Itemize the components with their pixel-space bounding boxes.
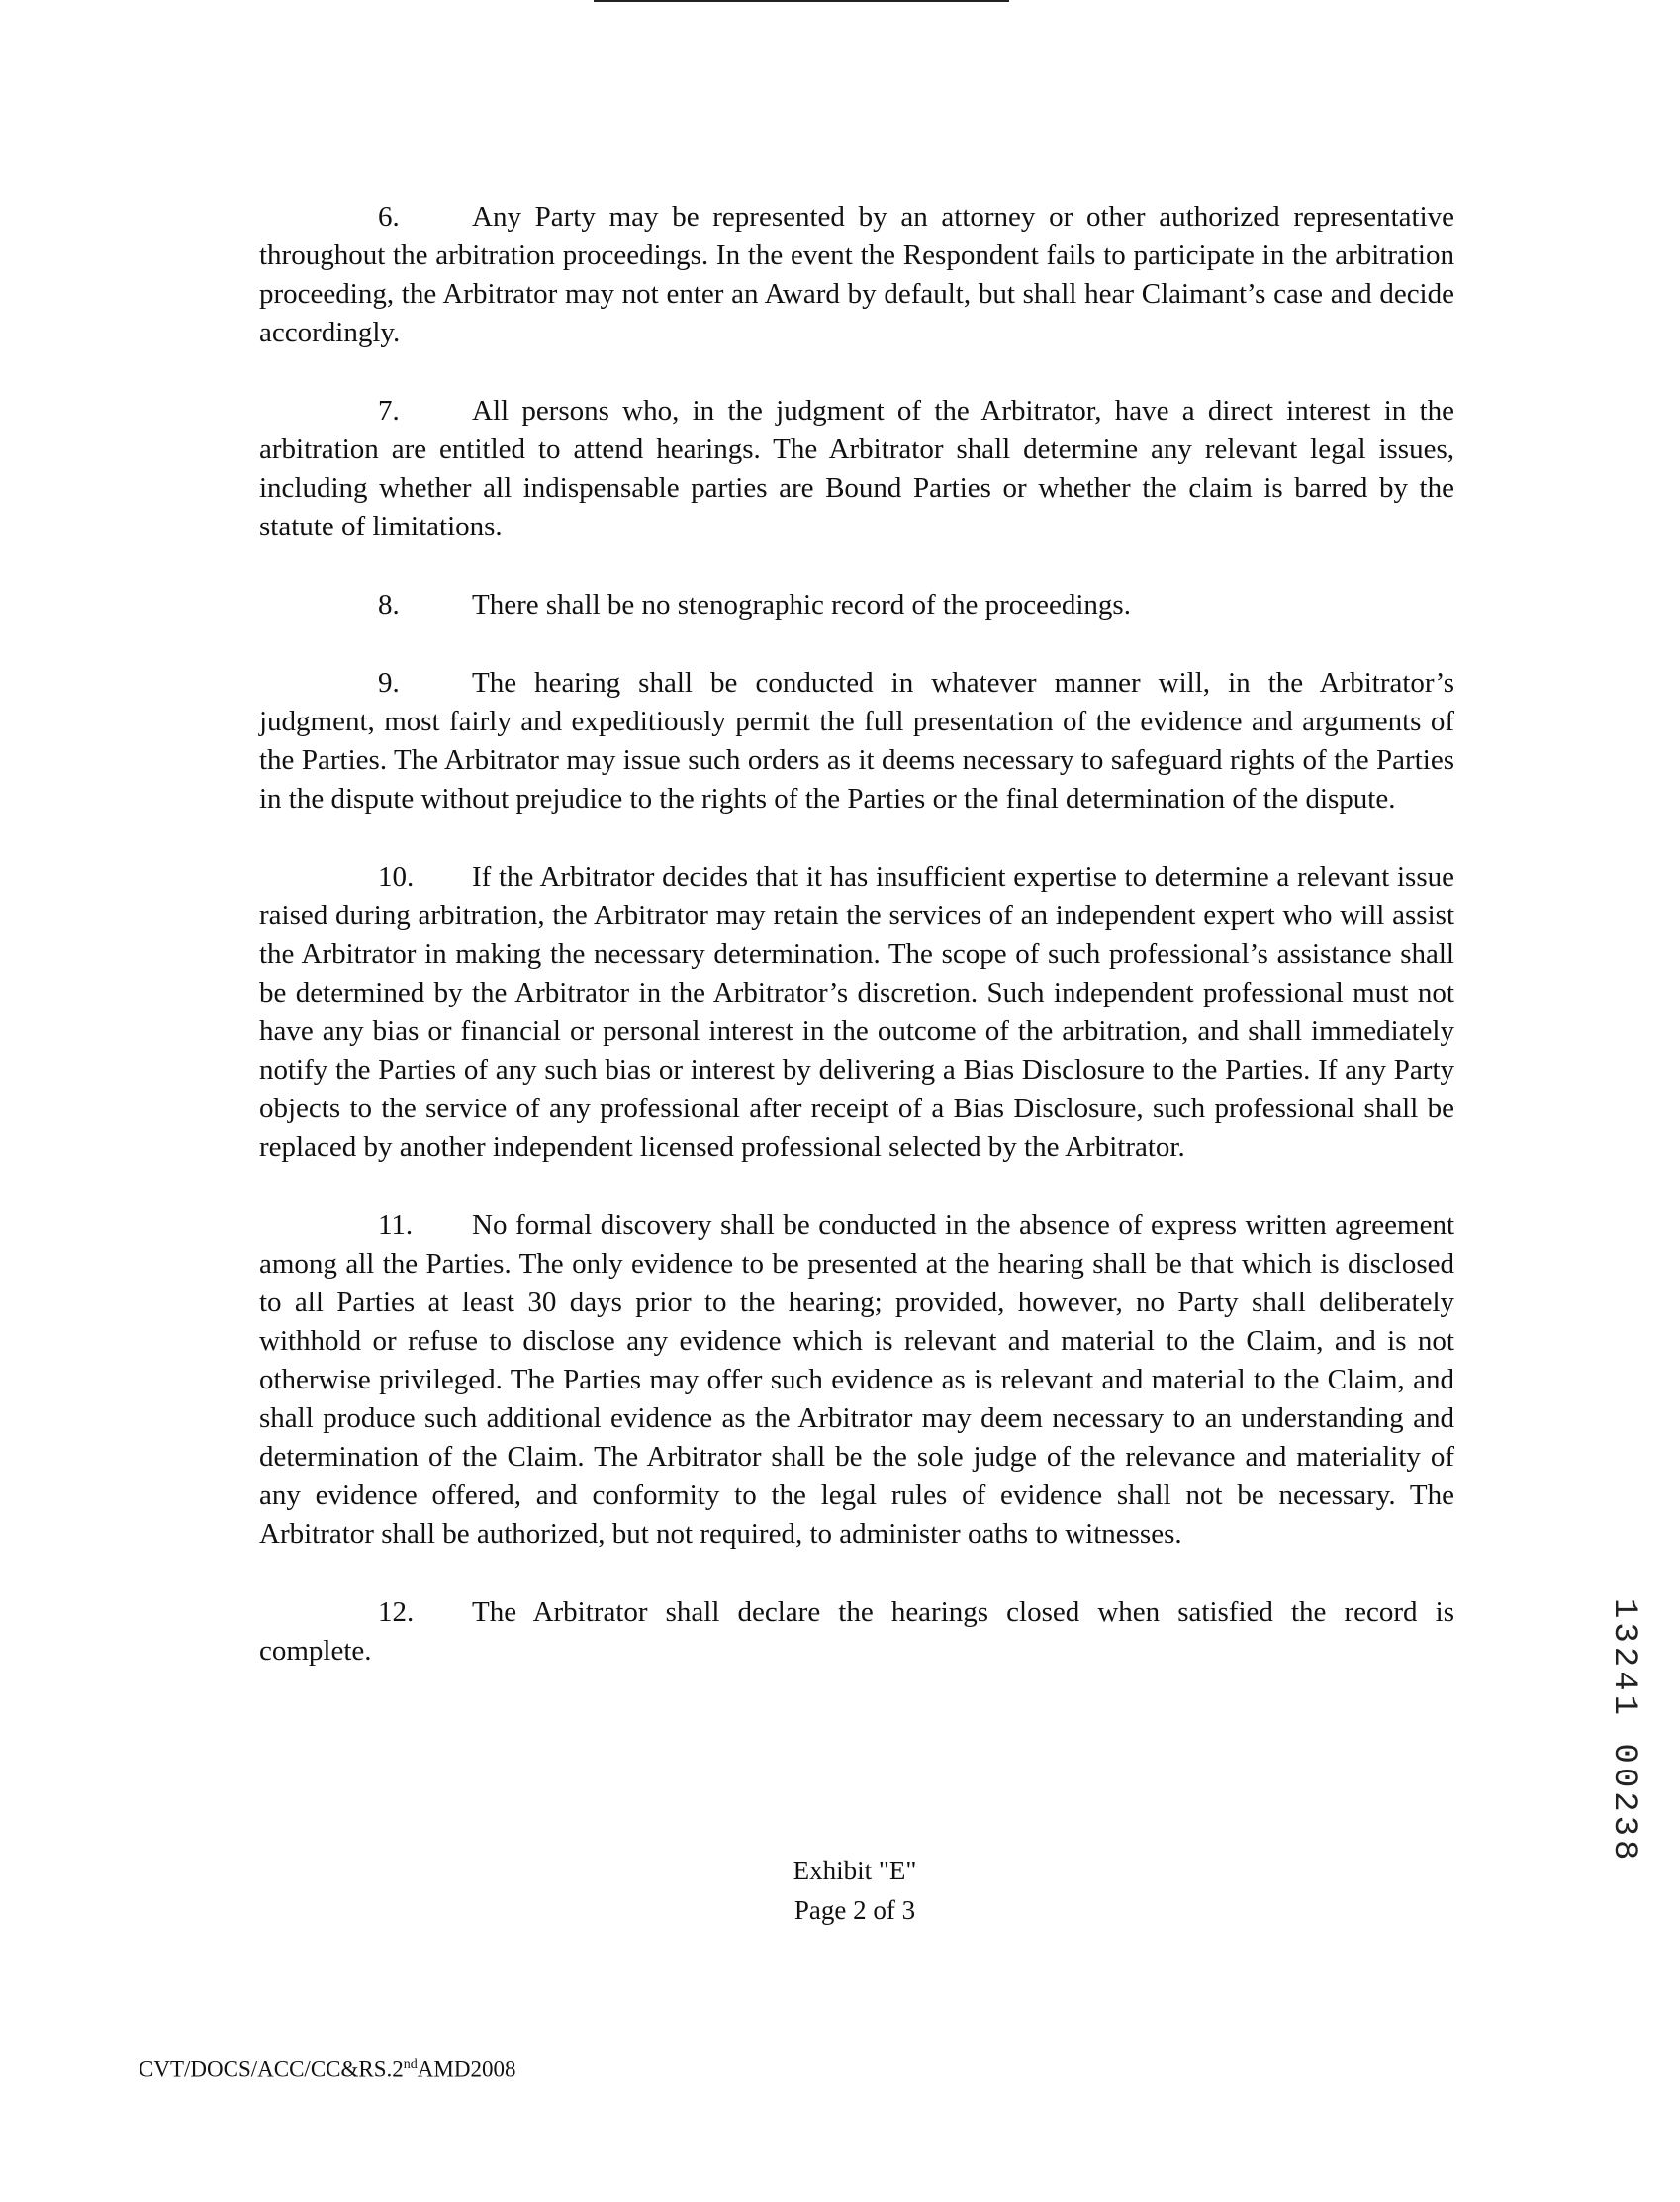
paragraph-10: [259, 858, 1454, 1167]
paragraph-number: 12.: [378, 1596, 415, 1628]
paragraph-8: [259, 586, 1454, 624]
page-number: Page 2 of 3: [793, 1895, 916, 1925]
doc-code-prefix: CVT/DOCS/ACC/CC&RS.2: [139, 2057, 404, 2082]
paragraph-6: [259, 198, 1454, 352]
paragraph-7: [259, 392, 1454, 546]
doc-code-suffix: AMD2008: [417, 2057, 516, 2082]
top-edge-rule: [594, 0, 1009, 2]
paragraph-number: 9.: [378, 667, 400, 699]
paragraph-number: 7.: [378, 395, 400, 427]
page-footer: [0, 1851, 1680, 1930]
paragraph-text: Any Party may be represented by an attorney or other authorized representative throughout the arbitration proceedings. In the event the Respondent fails to participate in the arbitration proceeding, the Arbitrator may not enter an Award by default, but shall hear Claimant’s case and decide accordingly.: [259, 201, 1454, 348]
paragraph-text: The Arbitrator shall declare the hearings closed when satisfied the record is complete.: [259, 1596, 1454, 1667]
doc-code-superscript: nd: [403, 2058, 418, 2072]
document-code: [139, 2051, 515, 2085]
paragraph-11: [259, 1206, 1454, 1554]
paragraph-number: 11.: [378, 1209, 414, 1241]
paragraph-text: If the Arbitrator decides that it has insufficient expertise to determine a relevant issue raised during arbitration, the Arbitrator may retain the services of an independent expert who will assist the Arbitrator in making the necessary determination. The scope of such professional’s assistance shall be determined by the Arbitrator in the Arbitrator’s discretion. Such independent professional must not have any bias or financial or personal interest in the outcome of the arbitration, and shall immediately notify the Parties of any such bias or interest by delivering a Bias Disclosure to the Parties. If any Party objects to the service of any professional after receipt of a Bias Disclosure, such professional shall be replaced by another independent licensed professional selected by the Arbitrator.: [259, 861, 1454, 1163]
paragraph-9: [259, 664, 1454, 818]
paragraph-number: 6.: [378, 201, 400, 233]
paragraph-12: [259, 1593, 1454, 1671]
document-body: [259, 198, 1454, 1710]
paragraph-number: 8.: [378, 589, 400, 621]
paragraph-text: All persons who, in the judgment of the Arbitrator, have a direct interest in the arbitration are entitled to attend hearings. The Arbitrator shall determine any relevant legal issues, including whether all indispensable parties are Bound Parties or whether the claim is barred by the statute of limitations.: [259, 395, 1454, 542]
paragraph-number: 10.: [378, 861, 415, 893]
bates-number: 13241 00238: [1605, 1598, 1642, 1865]
exhibit-label: Exhibit "E": [793, 1856, 917, 1885]
paragraph-text: No formal discovery shall be conducted in the absence of express written agreement among all the Parties. The only evidence to be presented at the hearing shall be that which is disclosed to all Parties at least 30 days prior to the hearing; provided, however, no Party shall deliberately withhold or refuse to disclose any evidence which is relevant and material to the Claim, and is not otherwise privileged. The Parties may offer such evidence as is relevant and material to the Claim, and shall produce such additional evidence as the Arbitrator may deem necessary to an understanding and determination of the Claim. The Arbitrator shall be the sole judge of the relevance and materiality of any evidence offered, and conformity to the legal rules of evidence shall not be necessary. The Arbitrator shall be authorized, but not required, to administer oaths to witnesses.: [259, 1209, 1454, 1550]
paragraph-text: The hearing shall be conducted in whatever manner will, in the Arbitrator’s judgment, most fairly and expeditiously permit the full presentation of the evidence and arguments of the Parties. The Arbitrator may issue such orders as it deems necessary to safeguard rights of the Parties in the dispute without prejudice to the rights of the Parties or the final determination of the dispute.: [259, 667, 1454, 814]
paragraph-text: There shall be no stenographic record of the proceedings.: [472, 589, 1131, 621]
